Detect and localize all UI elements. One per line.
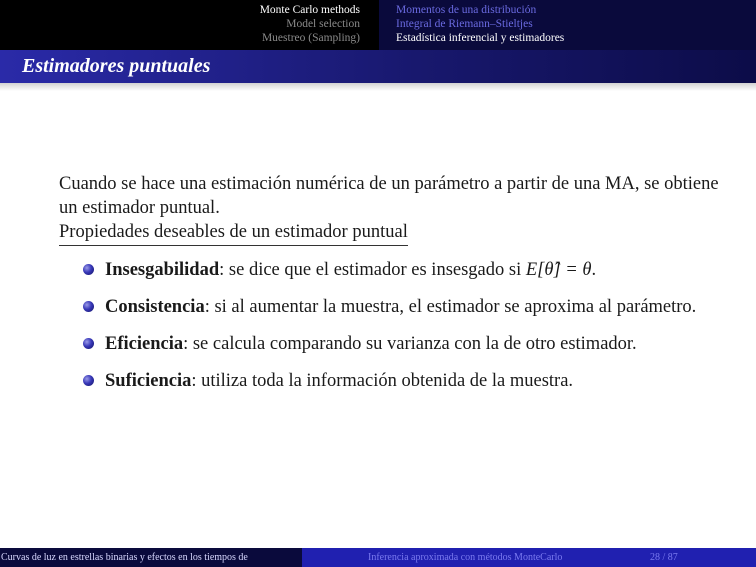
nav-section-model-selection[interactable]: Model selection [286,18,360,30]
list-item [105,258,719,282]
title-shadow [0,83,756,91]
footer-left-text: Curvas de luz en estrellas binarias y efectos en los tiempos de [1,552,248,563]
footer-presentation-title[interactable] [0,548,302,567]
list-item [105,332,719,356]
math-expression: E[θ̂] = θ [525,260,592,280]
term-suficiencia: Suficiencia [105,371,192,391]
list-item [105,295,719,319]
section-navigation-bar [0,0,756,50]
footer-talk-title[interactable]: Inferencia aproximada con métodos MonteCarlo [368,552,563,563]
page-number: 28 / 87 [650,552,678,563]
term-insesgabilidad: Insesgabilidad [105,260,220,280]
bullet-ball-icon [83,264,94,275]
footer-bar [0,548,756,567]
list-item [105,369,719,393]
intro-paragraph: Cuando se hace una estimación numérica de un parámetro a partir de una MA, se obtiene un estimador puntual. [59,174,719,218]
item-text: : se dice que el estimador es insesgado si [219,260,526,280]
nav-subsection-estadistica[interactable]: Estadística inferencial y estimadores [396,32,565,44]
nav-section-monte-carlo[interactable]: Monte Carlo methods [259,4,360,16]
properties-heading: Propiedades deseables de un estimador puntual [59,220,408,246]
item-text: : se calcula comparando su varianza con la de otro estimador. [183,334,637,354]
slide-content [59,172,719,406]
nav-subsection-momentos[interactable]: Momentos de una distribución [396,4,537,16]
item-text: : utiliza toda la información obtenida de la muestra. [191,371,574,391]
item-tail: . [591,260,597,280]
item-text: : si al aumentar la muestra, el estimador se aproxima al parámetro. [204,297,697,317]
section-list [0,3,360,45]
subsection-panel [379,0,756,50]
term-consistencia: Consistencia [105,297,205,317]
properties-list [59,258,719,393]
frame-title-bar [0,50,756,83]
frame-title: Estimadores puntuales [22,55,211,77]
nav-section-muestreo[interactable]: Muestreo (Sampling) [261,32,360,44]
nav-subsection-riemann[interactable]: Integral de Riemann–Stieltjes [396,18,533,30]
bullet-ball-icon [83,301,94,312]
term-eficiencia: Eficiencia [105,334,184,354]
bullet-ball-icon [83,338,94,349]
subsection-list [396,3,564,45]
footer-right-panel [302,548,756,567]
bullet-ball-icon [83,375,94,386]
